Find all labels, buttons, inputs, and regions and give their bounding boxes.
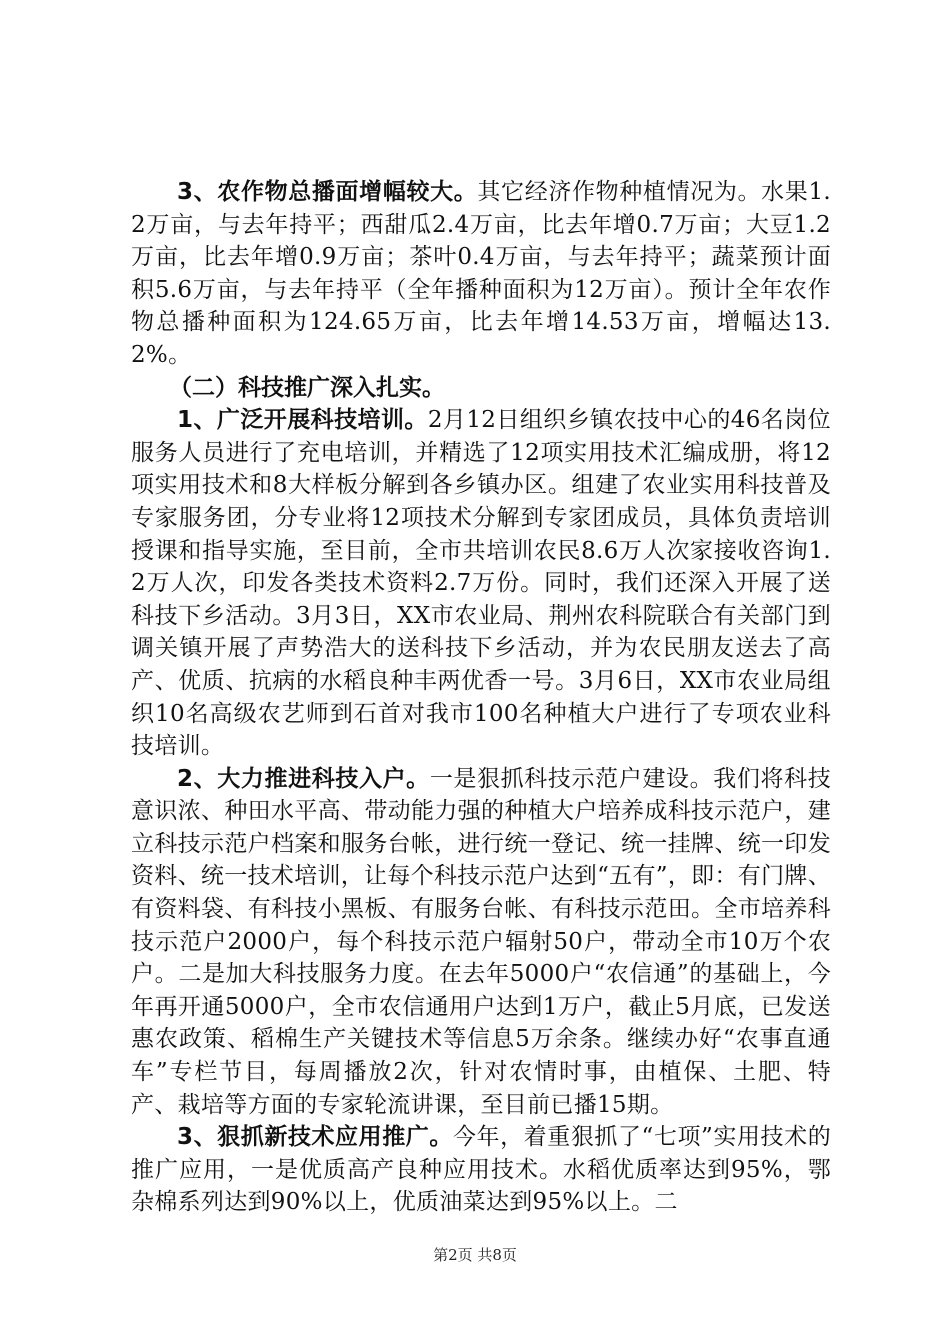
paragraph-lead: 3、狠抓新技术应用推广。 [177,1124,453,1151]
paragraph-text: 其它经济作物种植情况为。水果1.2万亩，与去年持平；西甜瓜2.4万亩，比去年增0.7万亩；大豆1.2万亩，比去年增0.9万亩；茶叶0.4万亩，与去年持平；蔬菜预计面积5.6万亩，与去年持平（全年播种面积为12万亩）。预计全年农作物总播种面积为124.65万亩，比去年增14.53万亩，增幅达13.2%。 [131,179,831,368]
page-number-footer: 第2页 共8页 [433,1246,517,1264]
paragraph-lead: 1、广泛开展科技培训。 [177,407,428,434]
paragraph-new-tech [131,1121,831,1219]
document-body [131,176,831,1219]
paragraph-lead: 3、农作物总播面增幅较大。 [177,179,478,205]
section-heading: （二）科技推广深入扎实。 [169,374,445,401]
paragraph-text: 今年，着重狠抓了“七项”实用技术的推广应用，一是优质高产良种应用技术。水稻优质率达到95%，鄂杂棉系列达到90%以上，优质油菜达到95%以上。二 [131,1124,831,1216]
paragraph-text: 一是狠抓科技示范户建设。我们将科技意识浓、种田水平高、带动能力强的种植大户培养成科技示范户，建立科技示范户档案和服务台帐，进行统一登记、统一挂牌、统一印发资料、统一技术培训，让每个科技示范户达到“五有”，即：有门牌、有资料袋、有科技小黑板、有服务台帐、有科技示范田。全市培养科技示范户2000户，每个科技示范户辐射50户，带动全市10万个农户。二是加大科技服务力度。在去年5000户“农信通”的基础上，今年再开通5000户，全市农信通用户达到1万户，截止5月底，已发送惠农政策、稻棉生产关键技术等信息5万余条。继续办好“农事直通车”专栏节目，每周播放2次，针对农情时事，由植保、土肥、特产、栽培等方面的专家轮流讲课，至目前已播15期。 [131,765,831,1118]
paragraph-lead: 2、大力推进科技入户。 [177,765,430,792]
paragraph-tech-training [131,404,831,763]
paragraph-tech-households [131,763,831,1122]
paragraph-crop-area [131,176,831,372]
paragraph-text: 2月12日组织乡镇农技中心的46名岗位服务人员进行了充电培训，并精选了12项实用技术汇编成册，将12项实用技术和8大样板分解到各乡镇办区。组建了农业实用科技普及专家服务团，分专业将12项技术分解到专家团成员，具体负责培训授课和指导实施，至目前，全市共培训农民8.6万人次家接收咨询1.2万人次，印发各类技术资料2.7万份。同时，我们还深入开展了送科技下乡活动。3月3日，XX市农业局、荆州农科院联合有关部门到调关镇开展了声势浩大的送科技下乡活动，并为农民朋友送去了高产、优质、抗病的水稻良种丰两优香一号。3月6日，XX市农业局组织10名高级农艺师到石首对我市100名种植大户进行了专项农业科技培训。 [131,407,831,760]
